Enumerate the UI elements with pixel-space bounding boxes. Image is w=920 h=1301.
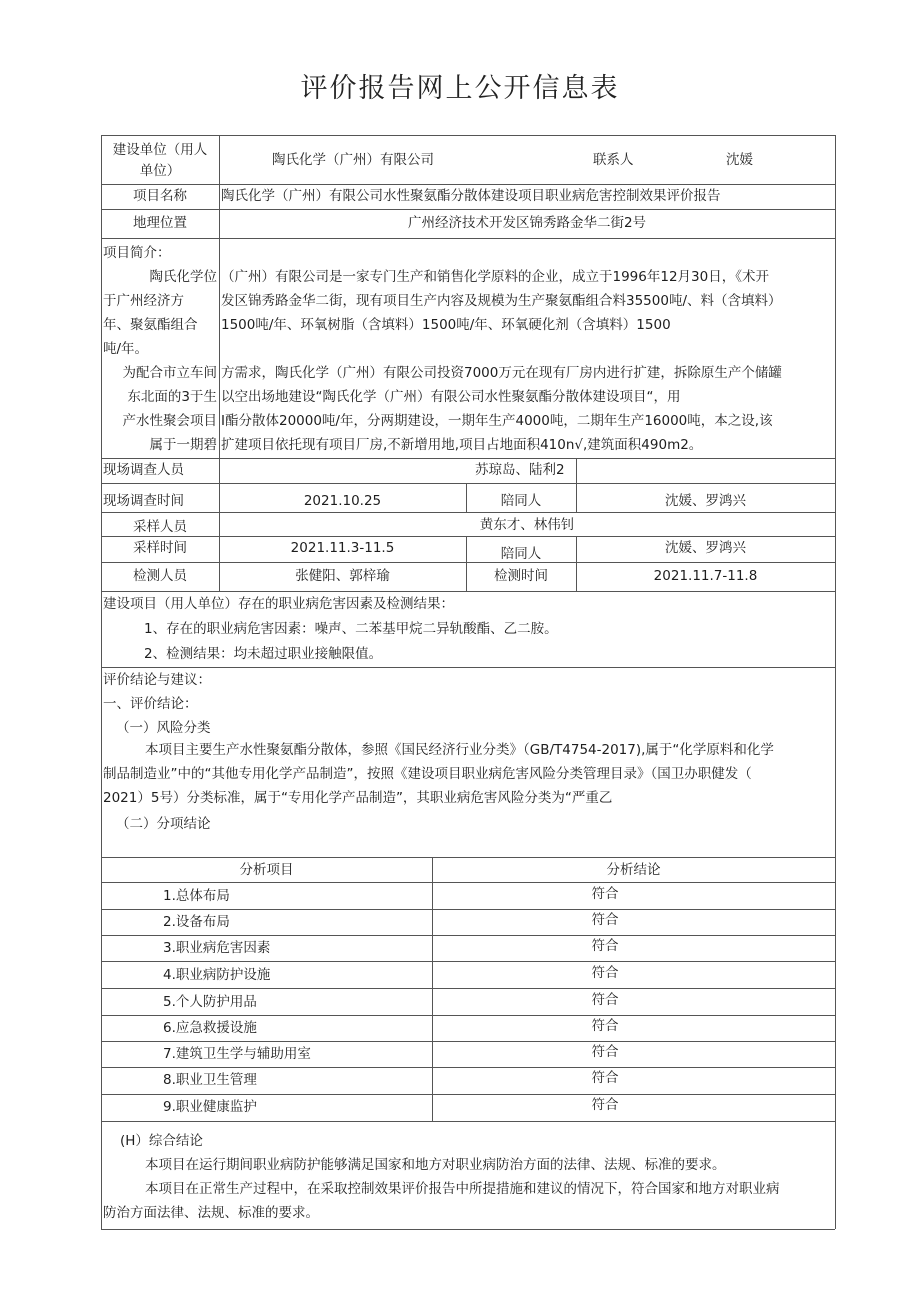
unit-label-cont: 单位）	[139, 163, 181, 179]
site-staff-label: 现场调查人员	[103, 462, 184, 478]
row-divider	[101, 882, 835, 883]
row-divider	[101, 961, 835, 962]
conclusion-sub1: 一、评价结论：	[103, 696, 198, 712]
table-row-result: 符合	[591, 992, 619, 1008]
row-divider	[101, 591, 835, 592]
intro-left-line: 东北面的3于生	[127, 389, 217, 405]
contact-value: 沈媛	[726, 152, 753, 168]
intro-right-line: 发区锦秀路金华二街，现有项目生产内容及规模为生产聚氨酯组合料35500吨/、料（含填料）	[221, 293, 782, 309]
intro-right-line: 以空出场地建设“陶氏化学（广州）有限公司水性聚氨酯分散体建设项目“，用	[221, 389, 681, 405]
table-row-result: 符合	[591, 1097, 619, 1113]
row-divider	[101, 1121, 835, 1122]
intro-left-col-2	[103, 361, 217, 457]
table-row-item: 4.职业病防护设施	[163, 967, 271, 983]
testing-time-value: 2021.11.7-11.8	[653, 568, 758, 584]
intro-left-line: 属于一期碧	[149, 437, 217, 453]
sampling-time-label: 采样时间	[133, 540, 187, 556]
testing-staff-label: 检测人员	[133, 568, 187, 584]
site-time-label: 现场调查时间	[103, 493, 184, 509]
overall-line: 本项目在运行期间职业病防护能够满足国家和地方对职业病防治方面的法律、法规、标准的要求。	[145, 1157, 726, 1173]
location-label: 地理位置	[133, 215, 187, 231]
accompany-label: 陪同人	[500, 546, 542, 562]
testing-staff-value: 张健阳、郭梓瑜	[295, 568, 390, 584]
table-row-result: 符合	[591, 965, 619, 981]
table-row-result: 符合	[591, 886, 619, 902]
table-row-item: 7.建筑卫生学与辅助用室	[163, 1046, 311, 1062]
table-row-item: 3.职业病危害因素	[163, 940, 271, 956]
row-divider	[101, 1015, 835, 1016]
intro-left-line: 吨/年。	[103, 341, 149, 357]
intro-left-line: 于广州经济方	[103, 293, 184, 309]
accompany-value: 沈媛、罗鸿兴	[665, 540, 746, 556]
row-divider	[101, 1094, 835, 1095]
unit-label: 建设单位（用人	[112, 142, 208, 158]
table-row-result: 符合	[591, 938, 619, 954]
project-name-label: 项目名称	[133, 188, 187, 204]
table-row-item: 5.个人防护用品	[163, 994, 257, 1010]
table-row-item: 6.应急救援设施	[163, 1020, 257, 1036]
intro-left-line: 产水性聚会项目	[122, 413, 217, 429]
unit-value: 陶氏化学（广州）有限公司	[272, 152, 434, 168]
row-divider	[101, 483, 835, 484]
risk-line: 本项目主要生产水性聚氨酯分散体，参照《国民经济行业分类》（GB/T4754-2017),属于“化学原料和化学	[145, 742, 774, 758]
table-row-item: 9.职业健康监护	[163, 1099, 257, 1115]
contact-label: 联系人	[593, 152, 634, 168]
overall-heading: (H）综合结论	[120, 1133, 203, 1149]
accompany-value: 沈媛、罗鸿兴	[665, 493, 746, 509]
table-row-result: 符合	[591, 1070, 619, 1086]
intro-right-line: 扩建项目依托现有项目厂房,不新增用地,项目占地面积410n√,建筑面积490m2。	[221, 437, 703, 453]
site-time-value: 2021.10.25	[303, 493, 382, 509]
risk-paragraph	[103, 738, 774, 810]
intro-right-line: （广州）有限公司是一家专门生产和销售化学原料的企业，成立于1996年12月30日，《术开	[221, 269, 769, 285]
col-divider	[576, 458, 577, 483]
testing-time-label: 检测时间	[494, 568, 548, 584]
row-divider	[101, 458, 835, 459]
table-header-result: 分析结论	[606, 862, 661, 878]
table-border-top	[101, 135, 835, 136]
row-divider	[101, 512, 835, 513]
table-row-item: 8.职业卫生管理	[163, 1072, 257, 1088]
project-name-value: 陶氏化学（广州）有限公司水性聚氨酯分散体建设项目职业病危害控制效果评价报告	[221, 188, 721, 204]
overall-line: 本项目在正常生产过程中，在采取控制效果评价报告中所提措施和建议的情况下，符合国家和地方对职业病	[145, 1181, 780, 1197]
intro-left-line: 年、聚氨酯组合	[103, 317, 198, 333]
intro-left-line: 为配合市立车间	[122, 365, 217, 381]
sampling-staff-value: 黄东才、林伟钊	[479, 517, 575, 533]
row-divider	[101, 935, 835, 936]
row-divider	[101, 1041, 835, 1042]
intro-right-col	[221, 265, 782, 337]
risk-line: 制品制造业”中的“其他专用化学产品制造”，按照《建设项目职业病危害风险分类管理目录》（国卫办职健发（	[103, 766, 752, 782]
table-row-item: 1.总体布局	[163, 888, 230, 904]
table-border-left	[101, 135, 102, 1229]
intro-right-line: 1500吨/年、环氧树脂（含填料）1500吨/年、环氧硬化剂（含填料）1500	[221, 317, 671, 333]
intro-right-line: I酯分散体20000吨/年，分两期建设，一期年生产4000吨，二期年生产16000吨，本之设,该	[221, 413, 773, 429]
hazards-item-2: 2、检测结果：均未超过职业接触限值。	[144, 646, 383, 662]
table-row-result: 符合	[591, 912, 619, 928]
intro-heading: 项目简介：	[103, 245, 171, 261]
intro-left-col	[103, 265, 217, 289]
conclusion-heading: 评价结论与建议：	[103, 672, 211, 688]
overall-paragraph	[103, 1153, 780, 1225]
row-divider	[101, 1067, 835, 1068]
page-title: 评价报告网上公开信息表	[300, 73, 620, 104]
intro-left-line: 陶氏化学位	[149, 269, 217, 285]
risk-heading: （一）风险分类	[116, 720, 211, 736]
location-value: 广州经济技术开发区锦秀路金华二街2号	[407, 215, 647, 231]
row-divider	[101, 536, 835, 537]
table-border-bottom	[101, 1229, 835, 1230]
row-divider	[101, 909, 835, 910]
intro-left-col	[103, 289, 217, 361]
sampling-time-value: 2021.11.3-11.5	[290, 540, 395, 556]
hazards-heading: 建设项目（用人单位）存在的职业病危害因素及检测结果：	[103, 596, 454, 612]
row-divider	[101, 667, 835, 668]
table-row-result: 符合	[591, 1018, 619, 1034]
sampling-staff-label: 采样人员	[133, 519, 187, 535]
row-divider	[101, 857, 835, 858]
accompany-label: 陪同人	[500, 493, 542, 509]
overall-line: 防治方面法律、法规、标准的要求。	[103, 1205, 319, 1221]
item-heading: （二）分项结论	[116, 816, 211, 832]
table-row-item: 2.设备布局	[163, 914, 230, 930]
table-row-result: 符合	[591, 1044, 619, 1060]
table-border-right	[835, 135, 836, 1229]
table-header-item: 分析项目	[239, 862, 294, 878]
row-divider	[101, 988, 835, 989]
hazards-item-1: 1、存在的职业病危害因素：噪声、二苯基甲烷二异轨酸酯、乙二胺。	[144, 621, 558, 637]
row-divider	[101, 238, 835, 239]
row-divider	[101, 209, 835, 210]
risk-line: 2021）5号）分类标准，属于“专用化学产品制造”，其职业病危害风险分类为“严重乙	[103, 790, 613, 806]
intro-right-line: 方需求，陶氏化学（广州）有限公司投资7000万元在现有厂房内进行扩建，拆除原生产个储罐	[221, 365, 782, 381]
site-staff-value: 苏琼岛、陆利2	[475, 462, 565, 478]
row-divider	[101, 184, 835, 185]
intro-right-col-2	[221, 361, 782, 457]
